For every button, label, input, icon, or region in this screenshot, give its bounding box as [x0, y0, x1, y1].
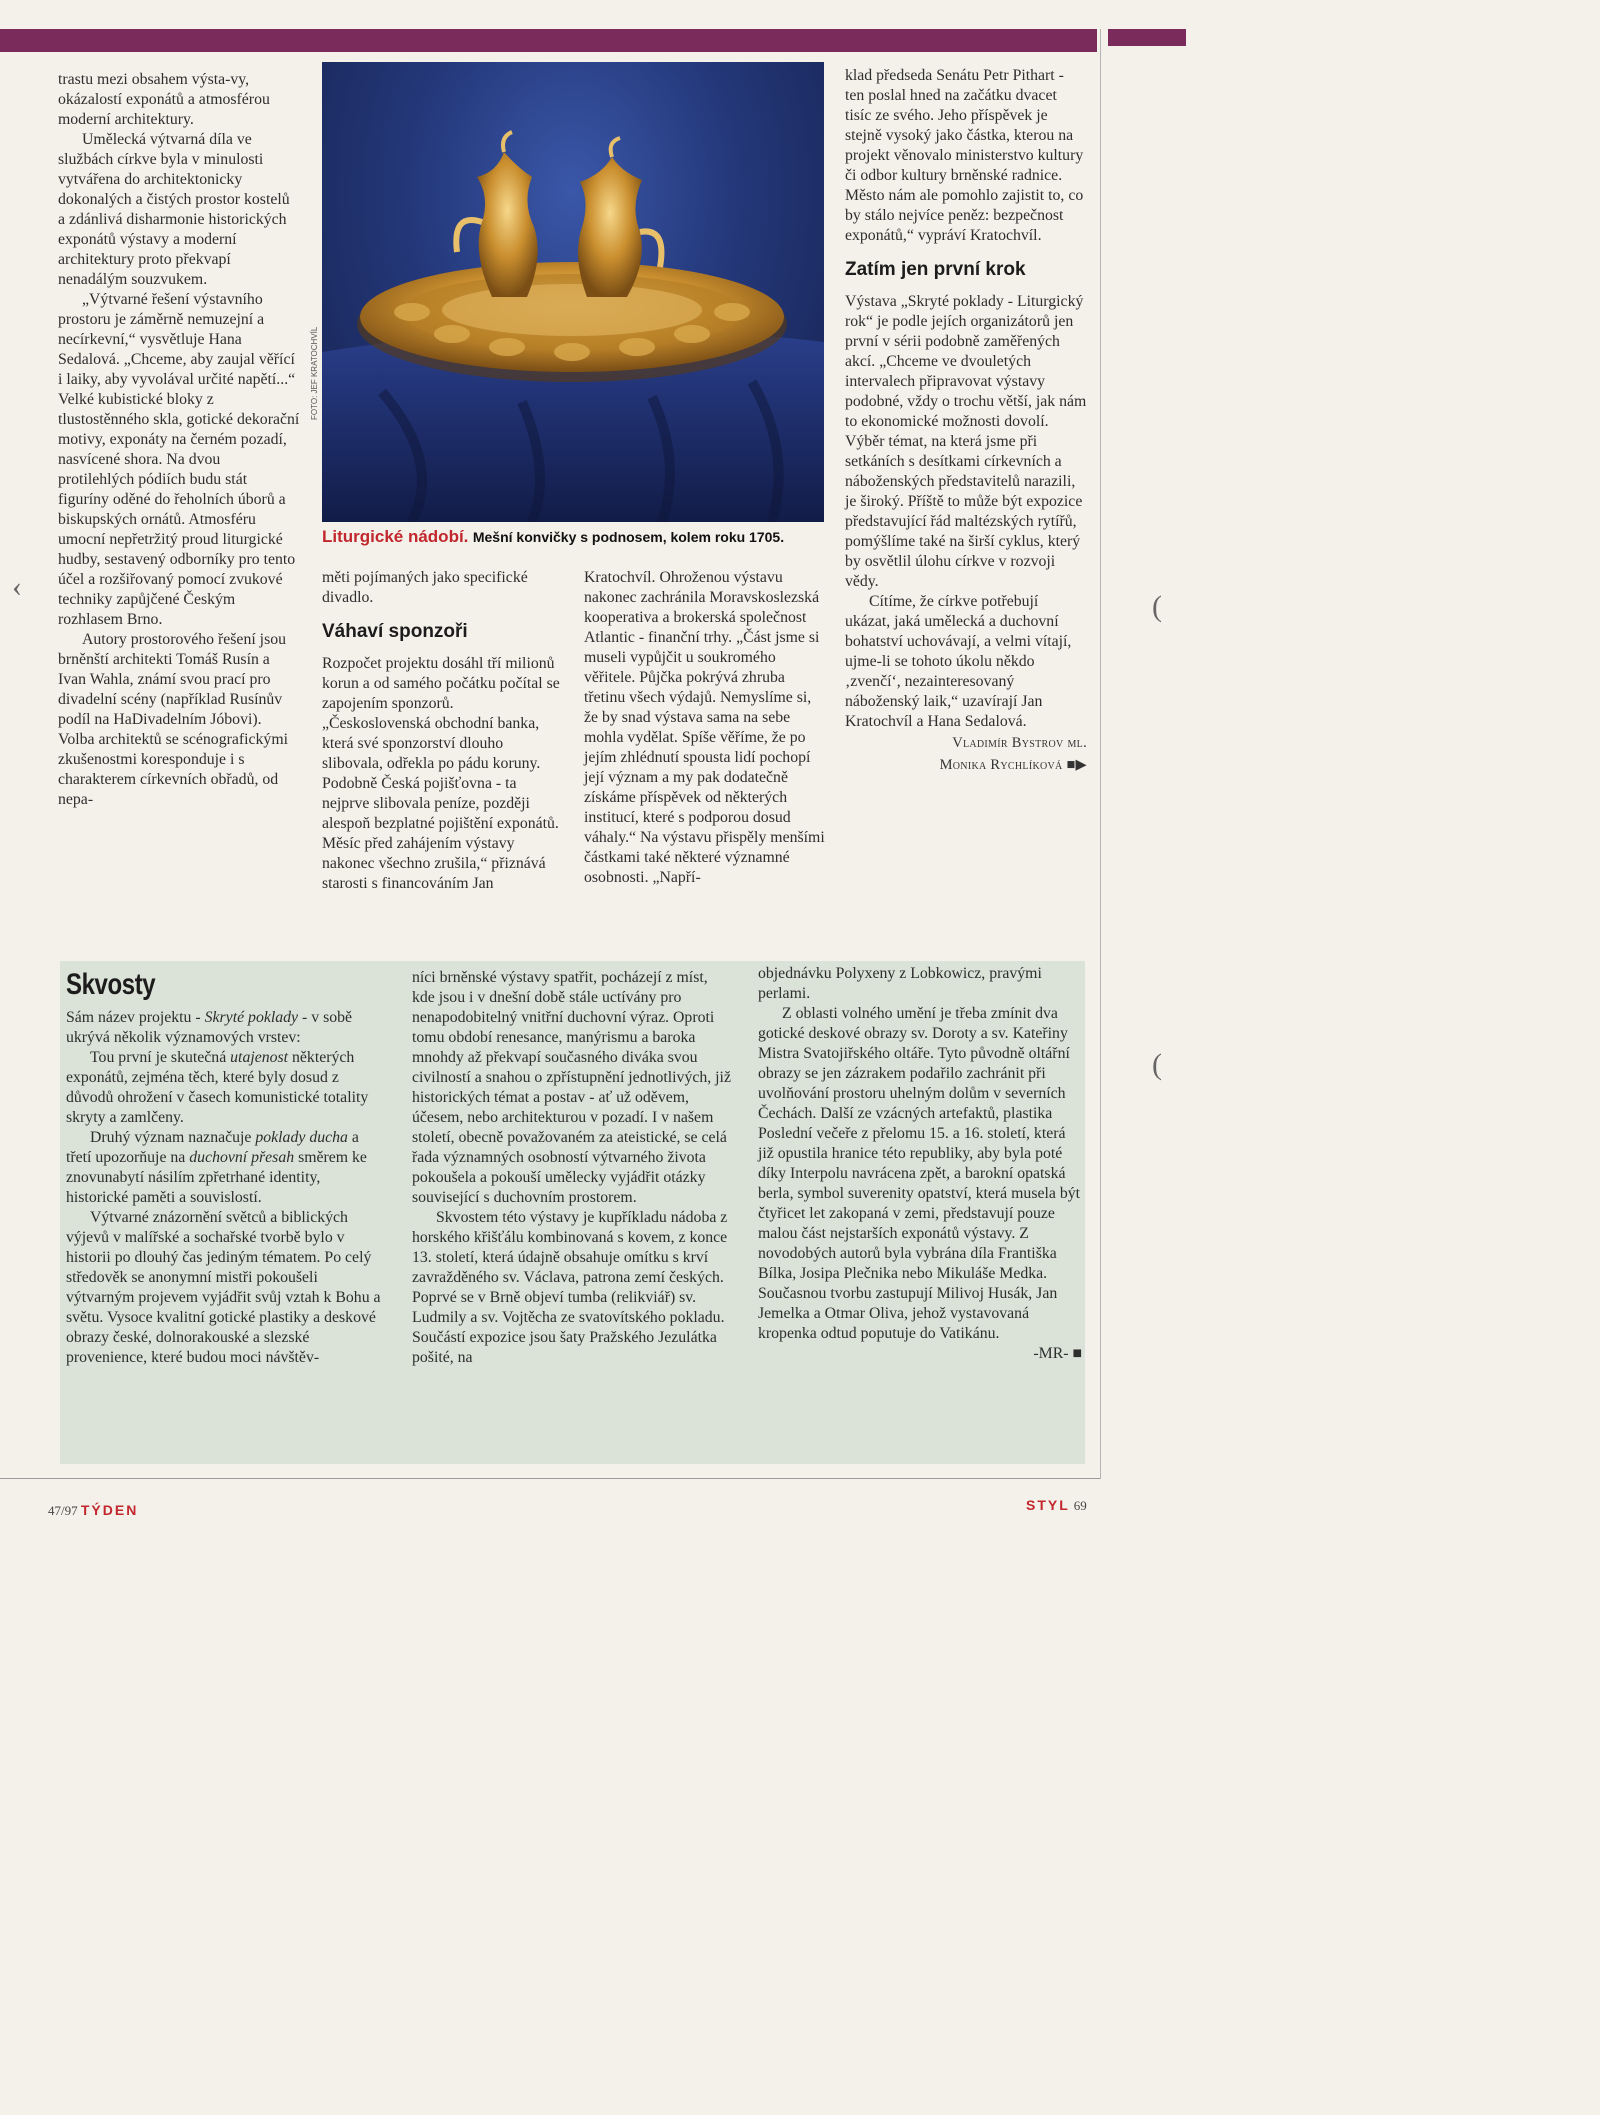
subheading-sponsors: Váhaví sponzoři — [322, 621, 468, 642]
paragraph: Umělecká výtvarná díla ve službách církve byla v minulosti vytvářena do architektonicky dokonalých a čistých prostor kostelů a zdánlivá disharmonie historických exponátů výstavy a moderní architektury proto překvapí nenadálým souzvukem. — [58, 131, 290, 288]
paragraph — [66, 1008, 384, 1048]
photo-credit: FOTO: JEF KRATOCHVÍL — [310, 326, 319, 420]
emphasis: poklady ducha — [255, 1129, 348, 1146]
paragraph: Výtvarné znázornění světců a biblických výjevů v malířské a sochařské tvorbě bylo v historii po dlouhý čas jediným tématem. Po celý středověk se anonymní mistři pokoušeli výtvarným projevem vyjádřit svůj vztah k Bohu a světu. Vysoce kvalitní gotické plastiky a deskové obrazy české, dolnorakouské a slezské provenience, které budou moci návštěv- — [66, 1209, 381, 1366]
magazine-name: TÝDEN — [80, 1502, 139, 1518]
text: směrem ke znovunabytí násilím zpřetrhané identity, historické paměti a souvislostí. — [66, 1149, 367, 1206]
paragraph: Cítíme, že církve potřebují ukázat, jaká umělecká a duchovní bohatství uchovávají, a velmi vítají, ujme-li se tohoto úkolu někdo ‚zvenčí‘, nezainteresovaný náboženský laik,“ uzavírají Jan Kratochvíl a Hana Sedalová. — [845, 593, 1072, 730]
emphasis: utajenost — [230, 1049, 289, 1066]
top-color-bar — [0, 29, 1097, 52]
box-column-1 — [66, 1008, 384, 1368]
end-mark-icon: ■▶ — [1066, 757, 1087, 773]
caption-title: Liturgické nádobí. — [322, 527, 469, 546]
article-column-3 — [584, 568, 826, 888]
article-column-4 — [845, 66, 1087, 776]
section-name: STYL — [1026, 1497, 1070, 1513]
paragraph: Kratochvíl. Ohroženou výstavu nakonec zachránila Moravskoslezská kooperativa a brokerská společnost Atlantic - finanční trhy. „Část jsme si museli vypůjčit u soukromého věřitele. Půjčka pokrývá zhruba třetinu všech výdajů. Nemyslíme si, že by snad výstava sama na sebe mohla vydělat. Spíše věříme, že po jejím zhlédnutí spousta lidí pochopí její význam a my pak dodatečně získáme příspěvek od některých institucí, které s podporou dosud váhaly.“ Na výstavu přispěly menšími částkami také některé významné osobnosti. „Napří- — [584, 569, 825, 886]
emphasis: Skryté poklady — [204, 1009, 299, 1026]
text: Sám název projektu - — [66, 1009, 205, 1026]
paragraph: níci brněnské výstavy spatřit, pocházejí z míst, kde jsou i v dnešní době stále uctívány pro nenapodobitelný vnitřní duchovní výraz. Oproti tomu období renesance, manýrismu a baroka mnohdy až překvapí současného diváka svou civilností a snahou o zpřístupnění jednotlivých, již historických témat a postav - ať už oděvem, účesem, nebo architekturou v pozadí. I v našem století, obecně považovaném za ateistické, se celá řada významných osobností výtvarného života pokoušela a pokouší umělecky vyjádřit otázky související s duchovním prostorem. — [412, 969, 731, 1206]
article-column-1 — [58, 70, 300, 810]
paragraph: objednávku Polyxeny z Lobkowicz, pravými perlami. — [758, 965, 1042, 1002]
box-column-2 — [412, 968, 734, 1368]
caption-text: Mešní konvičky s podnosem, kolem roku 1705. — [472, 529, 785, 545]
footer-rule — [0, 1478, 1100, 1479]
box-signoff — [758, 1344, 1082, 1364]
box-column-3 — [758, 964, 1082, 1364]
paragraph: trastu mezi obsahem výsta-vy, okázalostí exponátů a atmosférou moderní architektury. — [58, 71, 270, 128]
photo-illustration — [322, 62, 824, 522]
text: Tou první je skutečná — [90, 1049, 231, 1066]
author-2 — [845, 754, 1087, 776]
text: - v sobě ukrývá několik významových vrstev: — [66, 1009, 353, 1046]
binding-clip-icon: ( — [1152, 590, 1162, 623]
paragraph: Rozpočet projektu dosáhl tří milionů korun a od samého počátku počítal se zapojením sponzorů. „Československá obchodní banka, která své sponzorství dlouho slibovala, odřekla po pádu koruny. Podobně Česká pojišťovna - ta nejprve slibovala peníze, později alespoň bezplatné pojištění exponátů. Měsíc před zahájením výstavy nakonec všechno zrušila,“ přiznává starosti s financováním Jan — [322, 655, 560, 892]
paragraph: měti pojímaných jako specifické divadlo. — [322, 569, 528, 606]
liturgical-vessels-photo — [322, 62, 824, 522]
author-1: Vladimír Bystrov ml. — [952, 735, 1087, 751]
signoff-text: -MR- — [1033, 1345, 1069, 1362]
article-column-2 — [322, 568, 564, 894]
paragraph: Výstava „Skryté poklady - Liturgický rok“ je podle jejích organizátorů jen první v sérii podobně zaměřených akcí. „Chceme ve dvouletých intervalech připravovat výstavy podobné, vždy o trochu větší, jak nám to ekonomické možnosti dovolí. Výběr témat, na která jsme při setkáních s desítkami církevních a náboženských představitelů narazili, je široký. Příště to může být expozice představující řád maltézských rytířů, pomýšlíme také na širší cyklus, který by osvětlil úlohu církve v rozvoji vědy. — [845, 293, 1087, 590]
top-color-bar-next-page — [1108, 29, 1186, 46]
subheading-first-step: Zatím jen první krok — [845, 259, 1026, 280]
page-number: 69 — [1073, 1498, 1087, 1513]
paragraph: Autory prostorového řešení jsou brněnští architekti Tomáš Rusín a Ivan Wahla, známí svou prací pro divadelní scény (například Rusínův podíl na HaDivadelním Jóbovi). Volba architektů se scénografickými zkušenostmi koresponduje i s charakterem církevních obřadů, od nepa- — [58, 631, 289, 808]
text: Druhý význam naznačuje — [90, 1129, 256, 1146]
page-edge-rule — [1100, 29, 1101, 1479]
paragraph: Skvostem této výstavy je kupříkladu nádoba z horského křišťálu kombinovaná s kovem, z konce 13. století, která údajně obsahuje omítku s krví zavražděného sv. Václava, patrona zemí českých. Poprvé se v Brně objeví tumba (relikviář) sv. Ludmily a sv. Vojtěcha ze svatovítského pokladu. Součástí expozice jsou šaty Pražského Jezulátka pošité, na — [412, 1209, 728, 1366]
paragraph — [66, 1048, 384, 1128]
text: některých exponátů, zejména těch, které byly dosud z důvodů ohrožení v časech komunistické totality skryty a zamlčeny. — [66, 1049, 369, 1126]
text: a třetí upozorňuje na — [66, 1129, 359, 1166]
author-2-name: Monika Rychlíková — [939, 757, 1063, 773]
footer-left — [48, 1502, 138, 1519]
paragraph: Z oblasti volného umění je třeba zmínit dva gotické deskové obrazy sv. Doroty a sv. Kateřiny Mistra Svatojiřského oltáře. Tyto původně oltářní obrazy se jen zázrakem podařilo zachránit při uvolňování prostoru uhelným dolům v severních Čechách. Další ze vzácných artefaktů, plastika Poslední večeře z přelomu 15. a 16. století, která již opustila hranice této republiky, aby byla poté díky Interpolu navrácena zpět, a barokní opatská berla, symbol suverenity opatství, která musela být čtyřicet let zakopaná v zemi, představují pouze malou část nejstarších exponátů výstavy. Z novodobých autorů byla vybrána díla Františka Bílka, Josipa Plečnika nebo Mikuláše Medka. Současnou tvorbu zastupují Milivoj Husák, Jan Jemelka a Otmar Oliva, jehož vystavovaná kropenka odtud poputuje do Vatikánu. — [758, 1005, 1081, 1342]
binding-clip-icon: ( — [1152, 1048, 1162, 1081]
end-mark-icon: ■ — [1072, 1345, 1082, 1362]
issue-number: 47/97 — [48, 1503, 78, 1518]
paragraph — [66, 1128, 384, 1208]
emphasis: duchovní přesah — [189, 1149, 295, 1166]
paragraph: klad předseda Senátu Petr Pithart - ten poslal hned na začátku dvacet tisíc ze svého. Jeho příspěvek je stejně vysoký jako částka, kterou na projekt věnovalo ministerstvo kultury či odbor kultury brněnské radnice. Město nám ale pomohlo zajistit to, co by stálo nejvíce peněz: bezpečnost exponátů,“ vypráví Kratochvíl. — [845, 67, 1084, 244]
footer-right — [1026, 1497, 1087, 1514]
binding-clip-icon: ‹ — [12, 570, 22, 603]
photo-caption — [322, 527, 832, 547]
sidebar-title: Skvosty — [66, 968, 156, 1001]
paragraph: „Výtvarné řešení výstavního prostoru je záměrně nemuzejní a necírkevní,“ vysvětluje Hana Sedalová. „Chceme, aby zaujal věřící i laiky, aby vyvolával určité napětí...“ Velké kubistické bloky z tlustostěnného skla, gotické dekorační motivy, exponáty na černém pozadí, nasvícené shora. Na dvou protilehlých pódiích budu stát figuríny oděné do řeholních úborů a biskupských ornátů. Atmosféru umocní nepřetržitý proud liturgické hudby, sestavený odborníky pro tento účel a rozšiřovaný pomocí zvukové techniky zapůjčené Českým rozhlasem Brno. — [58, 291, 300, 628]
